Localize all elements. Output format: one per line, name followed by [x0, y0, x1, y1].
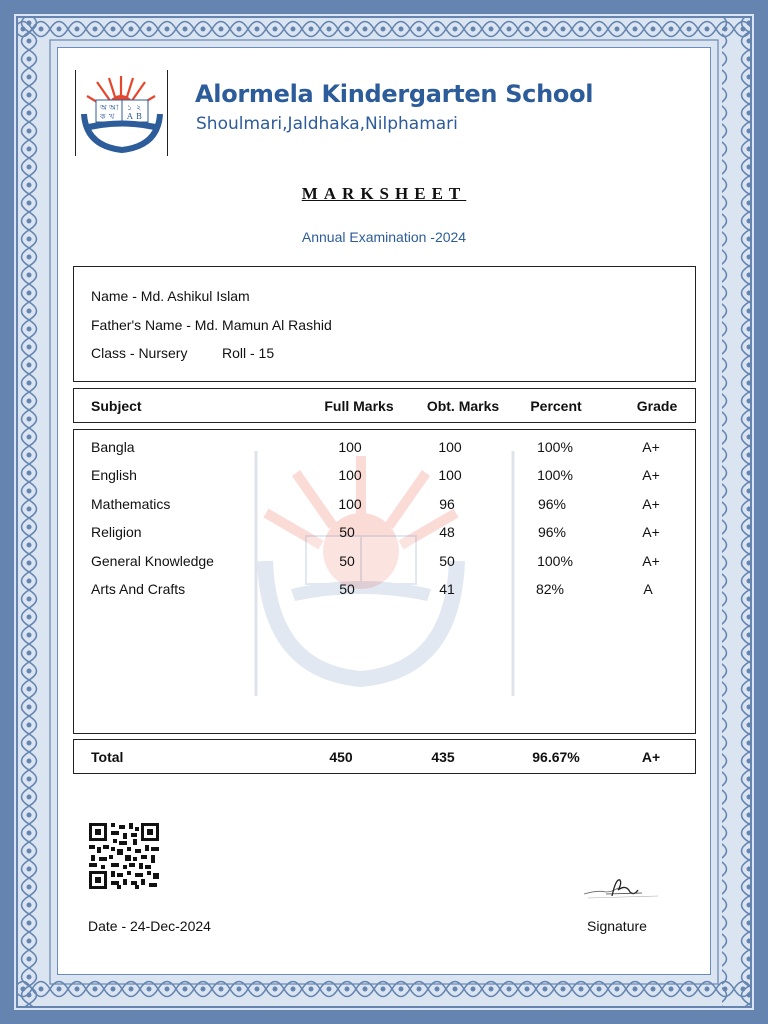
logo-letter: A [127, 112, 133, 121]
logo-letter: ক [100, 112, 106, 121]
header-obt-marks: Obt. Marks [426, 398, 500, 414]
row-percent: 96% [537, 524, 567, 540]
marks-table-body [73, 429, 696, 734]
total-percent: 96.67% [532, 749, 580, 765]
row-full: 100 [338, 439, 362, 455]
father-name: Father's Name - Md. Mamun Al Rashid [91, 317, 332, 333]
logo-letter: খ [109, 112, 115, 121]
row-grade: A+ [642, 553, 660, 569]
row-obtained: 48 [439, 524, 455, 540]
row-full: 100 [338, 496, 362, 512]
row-percent: 96% [537, 496, 567, 512]
row-full: 50 [339, 524, 355, 540]
header-grade: Grade [636, 398, 678, 414]
row-grade: A+ [642, 467, 660, 483]
row-full: 50 [339, 553, 355, 569]
issue-date: Date - 24-Dec-2024 [88, 918, 211, 934]
student-class: Class - Nursery [91, 345, 188, 361]
total-label: Total [91, 749, 124, 765]
qr-code-icon [89, 823, 159, 889]
logo-letter: আ [109, 103, 119, 112]
student-name: Name - Md. Ashikul Islam [91, 288, 250, 304]
row-obtained: 100 [438, 467, 462, 483]
logo-letter: অ [100, 103, 107, 112]
row-full: 100 [338, 467, 362, 483]
school-logo [75, 70, 168, 156]
row-percent: 100% [537, 467, 573, 483]
row-grade: A+ [642, 496, 660, 512]
row-full: 50 [339, 581, 355, 597]
row-subject: English [91, 467, 137, 483]
school-name: Alormela Kindergarten School [195, 80, 594, 108]
total-full: 450 [329, 749, 353, 765]
header-full-marks: Full Marks [324, 398, 394, 414]
row-grade: A+ [642, 524, 660, 540]
row-grade: A+ [642, 439, 660, 455]
total-row [73, 739, 696, 774]
school-address: Shoulmari,Jaldhaka,Nilphamari [196, 114, 458, 134]
row-subject: General Knowledge [91, 553, 214, 569]
signature-mark [578, 870, 664, 902]
signature-label: Signature [587, 918, 647, 934]
total-grade: A+ [641, 749, 661, 765]
row-percent: 82% [535, 581, 565, 597]
exam-name: Annual Examination -2024 [301, 229, 467, 245]
row-obtained: 96 [439, 496, 455, 512]
row-subject: Mathematics [91, 496, 171, 512]
watermark-logo [251, 451, 521, 701]
row-obtained: 100 [438, 439, 462, 455]
document-title-text: MARKSHEET [301, 184, 467, 203]
student-info-box [73, 266, 696, 382]
logo-letter: ১ [127, 103, 133, 112]
row-percent: 100% [537, 439, 573, 455]
logo-letter: ২ [136, 103, 142, 112]
total-obtained: 435 [431, 749, 455, 765]
row-subject: Bangla [91, 439, 135, 455]
row-obtained: 41 [439, 581, 455, 597]
student-roll: Roll - 15 [222, 345, 275, 361]
row-subject: Religion [91, 524, 142, 540]
table-header [73, 388, 696, 423]
row-obtained: 50 [439, 553, 455, 569]
logo-letter: B [136, 112, 142, 121]
document-title [0, 184, 768, 204]
row-subject: Arts And Crafts [91, 581, 186, 597]
row-percent: 100% [537, 553, 573, 569]
header-percent: Percent [530, 398, 582, 414]
header-subject: Subject [91, 398, 142, 414]
row-grade: A [643, 581, 653, 597]
